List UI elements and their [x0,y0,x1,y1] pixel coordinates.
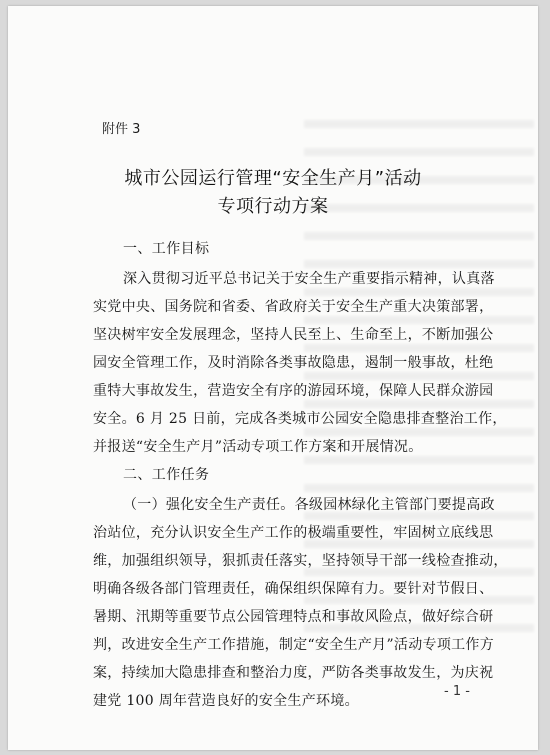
page-number: - 1 - [444,684,470,699]
paragraph-line: 案，持续加大隐患排查和整治力度，严防各类事故发生，为庆祝 [93,665,494,681]
paragraph-line: 安全。6 月 25 日前，完成各类城市公园安全隐患排查整治工作， [93,411,507,427]
paragraph-line: （一）强化安全生产责任。各级园林绿化主管部门要提高政 [123,497,495,513]
paragraph-line: 明确各级各部门管理责任，确保组织保障有力。要针对节假日、 [93,581,494,597]
section-heading-tasks: 二、工作任务 [123,467,210,483]
paragraph-line: 判，改进安全生产工作措施，制定“安全生产月”活动专项工作方 [93,637,495,653]
paragraph-line: 园安全管理工作，及时消除各类事故隐患，遏制一般事故，杜绝 [93,355,494,371]
document-title-line-2: 专项行动方案 [217,196,329,217]
paragraph-line: 维，加强组织领导，狠抓责任落实，坚持领导干部一线检查推动， [93,553,508,569]
document-page [8,6,538,750]
paragraph-line: 重特大事故发生，营造安全有序的游园环境，保障人民群众游园 [93,383,494,399]
paragraph-line: 坚决树牢安全发展理念，坚持人民至上、生命至上，不断加强公 [93,327,494,343]
paragraph-line: 实党中央、国务院和省委、省政府关于安全生产重大决策部署， [93,299,494,315]
paragraph-line: 并报送“安全生产月”活动专项工作方案和开展情况。 [93,439,423,455]
paragraph-line: 深入贯彻习近平总书记关于安全生产重要指示精神，认真落 [123,271,495,287]
document-title-line-1: 城市公园运行管理“安全生产月”活动 [124,168,422,189]
section-heading-goals: 一、工作目标 [123,241,210,257]
paragraph-line: 治站位，充分认识安全生产工作的极端重要性，牢固树立底线思 [93,525,494,541]
paragraph-line: 建党 100 周年营造良好的安全生产环境。 [93,693,359,709]
attachment-label: 附件 3 [102,122,141,137]
paragraph-line: 暑期、汛期等重要节点公园管理特点和事故风险点，做好综合研 [93,609,494,625]
